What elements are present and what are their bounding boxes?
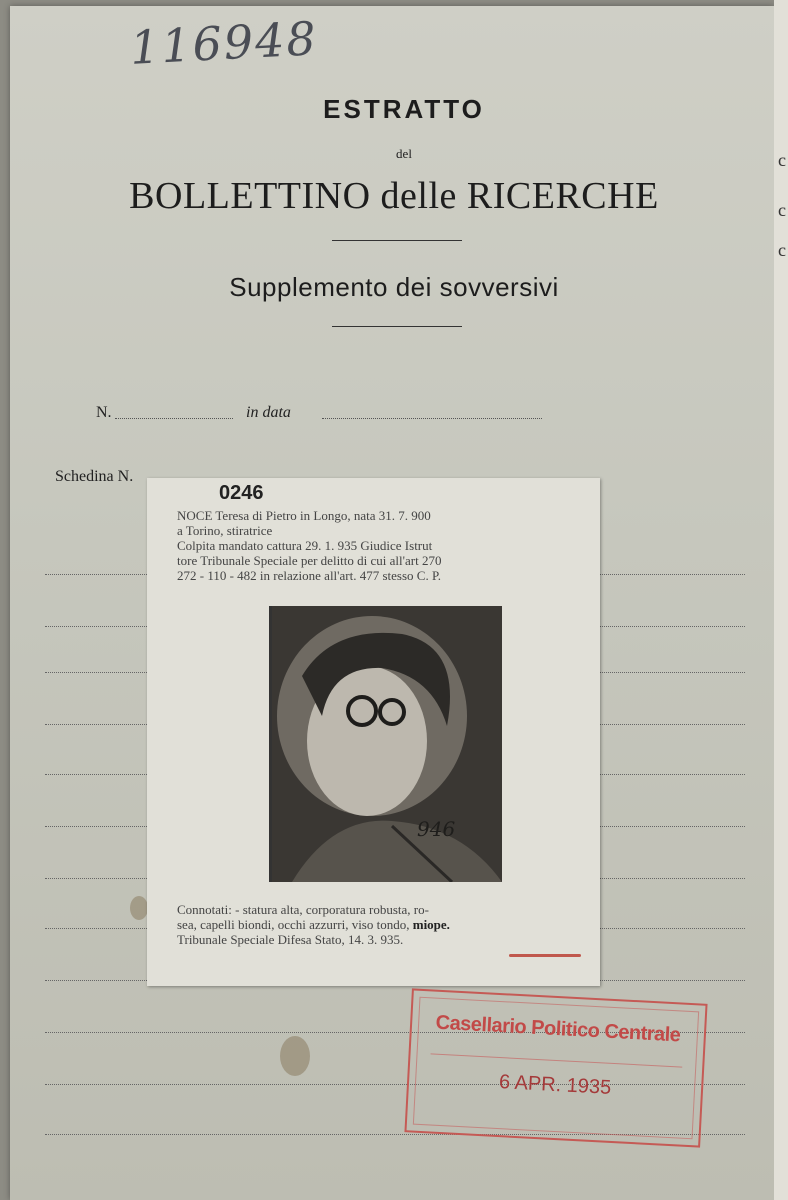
adjacent-page-edge: c c c <box>774 0 788 1200</box>
field-n-label: N. <box>96 404 112 421</box>
connotati-text: sea, capelli biondi, occhi azzurri, viso tondo, <box>177 917 413 932</box>
clipping-description <box>177 508 597 583</box>
stamp-date: 6 APR. 1935 <box>498 1071 612 1099</box>
field-n-line <box>115 418 233 419</box>
portrait-photo <box>269 606 502 882</box>
paper-stain <box>280 1036 310 1076</box>
divider-rule <box>332 240 462 241</box>
stamp-title: Casellario Politico Centrale <box>435 1011 681 1047</box>
handwritten-archive-number: 116948 <box>128 11 319 75</box>
clipping-line: a Torino, stiratrice <box>177 523 273 538</box>
title-del: del <box>396 146 412 161</box>
field-schedina-label: Schedina N. <box>55 468 134 485</box>
clipping-line: 272 - 110 - 482 in relazione all'art. 477 stesso C. P. <box>177 568 441 583</box>
red-pencil-underline <box>509 954 581 957</box>
archive-stamp <box>404 988 707 1147</box>
paper-stain <box>130 896 148 920</box>
field-date-label: in data <box>246 404 291 421</box>
connotati-emphasis: miope. <box>412 917 450 932</box>
clipping-line: tore Tribunale Speciale per delitto di cui all'art 270 <box>177 553 442 568</box>
newspaper-clipping <box>147 478 600 986</box>
portrait-image <box>272 606 502 882</box>
title-bollettino: BOLLETTINO delle RICERCHE <box>129 175 659 217</box>
clipping-connotati <box>177 902 597 947</box>
clipping-line: Colpita mandato cattura 29. 1. 935 Giudice Istrut <box>177 538 433 553</box>
divider-rule <box>332 326 462 327</box>
clipping-number: 0246 <box>219 482 264 504</box>
connotati-line <box>177 917 597 932</box>
connotati-line: Tribunale Speciale Difesa Stato, 14. 3. 935. <box>177 932 404 947</box>
photo-handwritten-note: 946 <box>417 817 456 841</box>
clipping-line: NOCE Teresa di Pietro in Longo, nata 31. 7. 900 <box>177 508 431 523</box>
connotati-line: Connotati: - statura alta, corporatura robusta, ro- <box>177 902 429 917</box>
title-estratto: ESTRATTO <box>323 94 485 124</box>
title-supplement: Supplemento dei sovversivi <box>229 272 559 302</box>
field-date-line <box>322 418 542 419</box>
